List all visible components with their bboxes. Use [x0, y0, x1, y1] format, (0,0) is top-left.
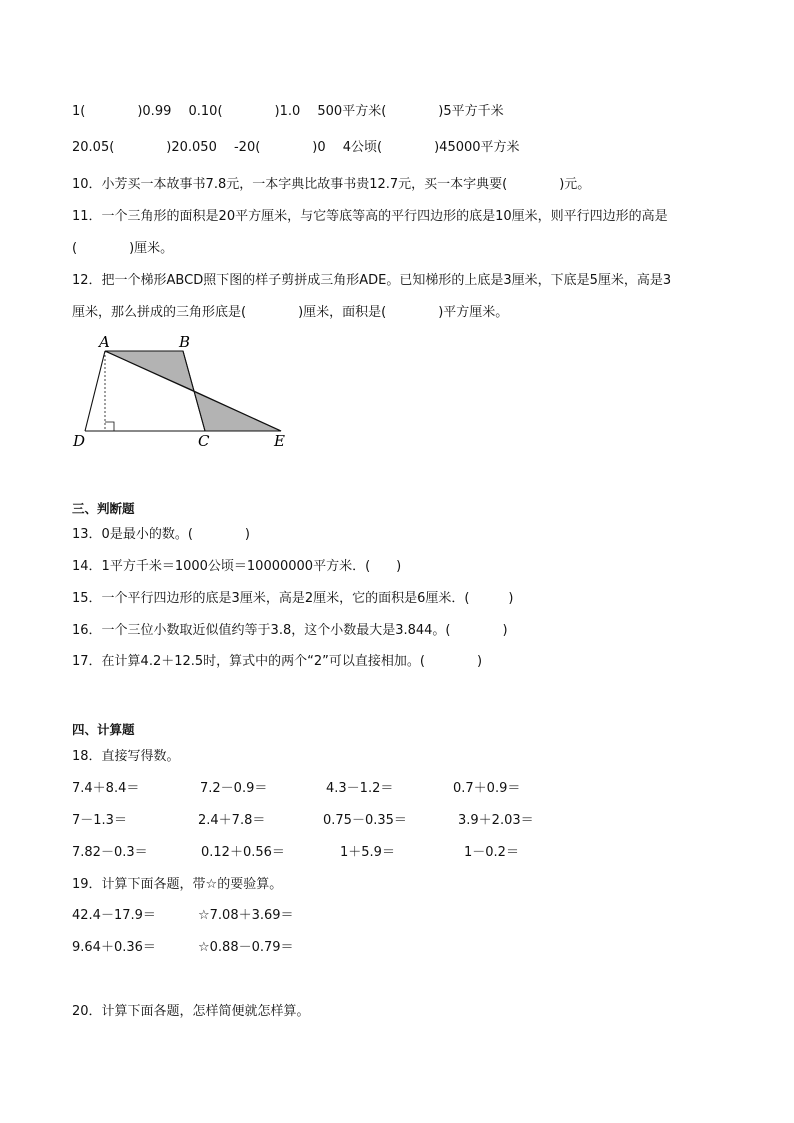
label-d: D	[73, 432, 86, 450]
label-a: A	[99, 333, 110, 351]
calc-18-2-3: 0.75－0.35＝	[323, 813, 407, 828]
calc-19-1-1: 42.4－17.9＝	[72, 908, 156, 923]
question-11-line1: 11．一个三角形的面积是20平方厘米，与它等底等高的平行四边形的底是10厘米，则平行四边形的高是	[72, 209, 668, 224]
question-13: 13．0是最小的数。( )	[72, 527, 250, 542]
label-e: E	[274, 432, 285, 450]
trapezoid-figure	[68, 330, 298, 455]
section-4-title: 四、计算题	[72, 722, 135, 737]
question-20-title: 20．计算下面各题，怎样简便就怎样算。	[72, 1004, 310, 1019]
compare-row-1: 1( )0.99 0.10( )1.0 500平方米( )5平方千米	[72, 104, 504, 119]
question-15: 15．一个平行四边形的底是3厘米，高是2厘米，它的面积是6厘米．( )	[72, 591, 514, 606]
calc-19-2-2: ☆0.88－0.79＝	[198, 940, 294, 955]
calc-18-2-4: 3.9＋2.03＝	[458, 813, 534, 828]
question-16: 16．一个三位小数取近似值约等于3.8，这个小数最大是3.844。( )	[72, 623, 508, 638]
label-c: C	[198, 432, 210, 450]
calc-18-3-4: 1－0.2＝	[464, 845, 519, 860]
label-b: B	[179, 333, 191, 351]
calc-18-2-2: 2.4＋7.8＝	[198, 813, 266, 828]
question-14: 14．1平方千米＝1000公顷＝10000000平方米．( )	[72, 559, 402, 574]
question-17: 17．在计算4.2＋12.5时，算式中的两个“2”可以直接相加。( )	[72, 654, 483, 669]
compare-row-2: 20.05( )20.050 -20( )0 4公顷( )45000平方米	[72, 140, 520, 155]
calc-18-3-1: 7.82－0.3＝	[72, 845, 148, 860]
edge-ae	[105, 351, 281, 431]
section-3-title: 三、判断题	[72, 501, 135, 516]
calc-18-1-2: 7.2－0.9＝	[200, 781, 268, 796]
calc-19-2-1: 9.64＋0.36＝	[72, 940, 156, 955]
calc-18-2-1: 7－1.3＝	[72, 813, 127, 828]
calc-18-1-4: 0.7＋0.9＝	[453, 781, 521, 796]
calc-18-1-1: 7.4＋8.4＝	[72, 781, 140, 796]
calc-18-3-2: 0.12＋0.56＝	[201, 845, 285, 860]
question-12-line1: 12．把一个梯形ABCD照下图的样子剪拼成三角形ADE。已知梯形的上底是3厘米，下底是5厘米，高是3	[72, 273, 672, 288]
edge-ad	[85, 351, 105, 431]
question-18-title: 18．直接写得数。	[72, 749, 180, 764]
calc-18-1-3: 4.3－1.2＝	[326, 781, 394, 796]
question-12-line2: 厘米，那么拼成的三角形底是( )厘米，面积是( )平方厘米。	[72, 305, 509, 320]
calc-18-3-3: 1＋5.9＝	[340, 845, 395, 860]
right-angle-mark	[105, 422, 114, 431]
calc-19-1-2: ☆7.08＋3.69＝	[198, 908, 294, 923]
question-10: 10．小芳买一本故事书7.8元，一本字典比故事书贵12.7元，买一本字典要( )元。	[72, 177, 591, 192]
question-11-line2: ( )厘米。	[72, 241, 174, 256]
question-19-title: 19．计算下面各题，带☆的要验算。	[72, 877, 283, 892]
